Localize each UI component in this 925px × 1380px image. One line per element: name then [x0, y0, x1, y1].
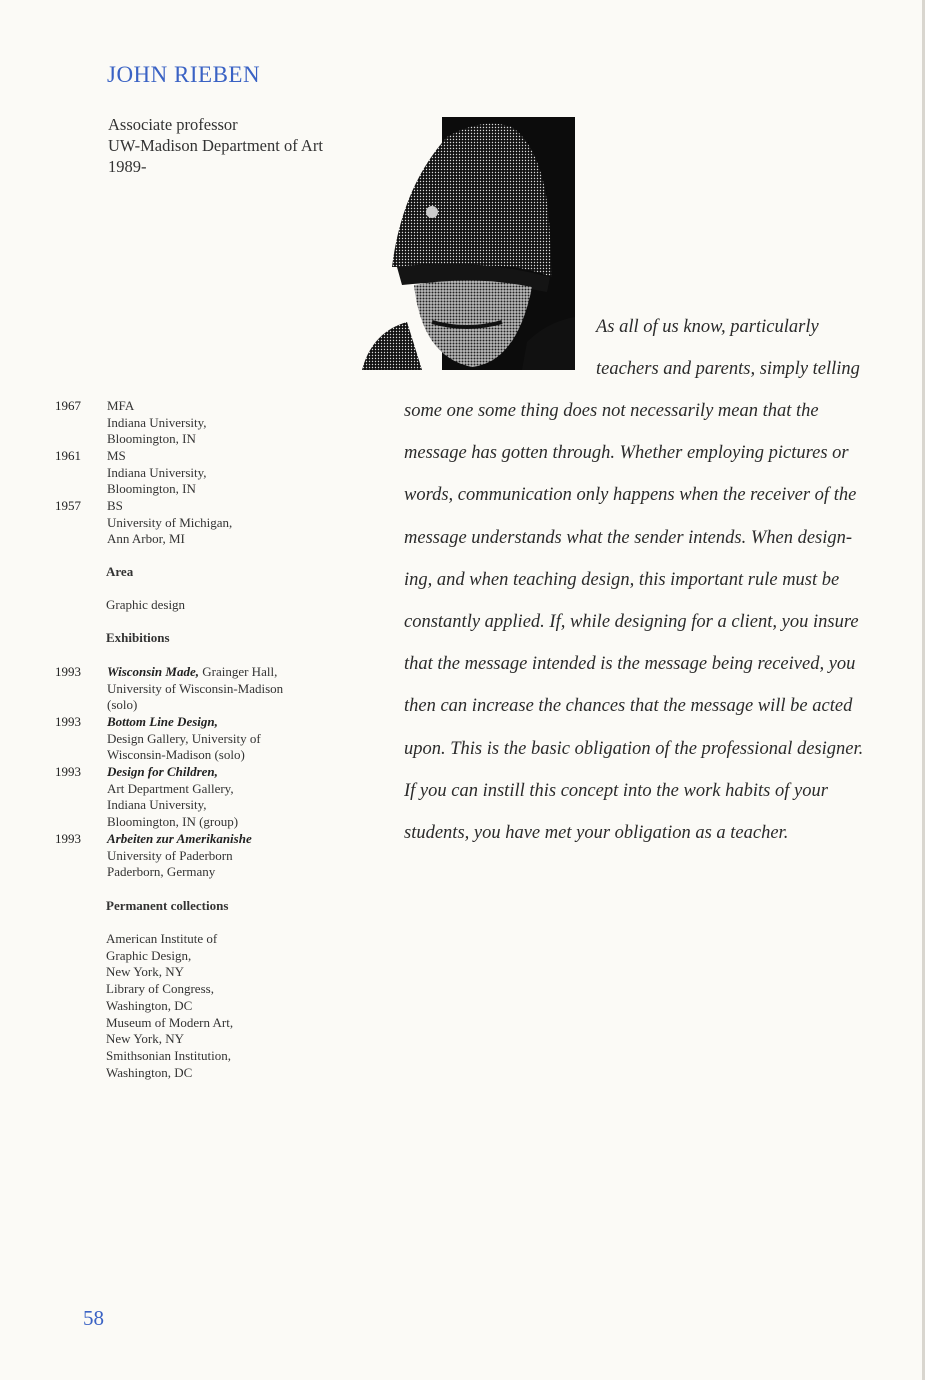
- exhibition-year: 1993: [55, 714, 81, 729]
- statement-line: teachers and parents, simply telling: [596, 359, 860, 379]
- exhibition-title: Arbeiten zur Amerikanishe: [107, 831, 252, 846]
- statement-line: that the message intended is the message being received, you: [404, 654, 856, 675]
- exhibition-year: 1993: [55, 664, 81, 679]
- degree-line: University of Michigan,: [107, 514, 233, 530]
- area-heading: Area: [106, 564, 134, 579]
- area-value: Graphic design: [106, 597, 186, 612]
- exhibitions-heading: Exhibitions: [106, 630, 170, 645]
- statement-line: words, communication only happens when the receiver of the: [404, 485, 857, 506]
- exhibition-line: Bloomington, IN (group): [107, 814, 239, 830]
- statement-line: then can increase the chances that the message will be acted: [404, 696, 853, 717]
- statement-line: some one some thing does not necessarily mean that the: [404, 401, 819, 421]
- degree-entry: [55, 398, 232, 448]
- degree-line: MFA: [107, 398, 135, 413]
- portrait-photo: [362, 117, 575, 370]
- exhibition-line: Paderborn, Germany: [107, 864, 216, 880]
- affiliation: [108, 114, 323, 177]
- exhibition-line: Indiana University,: [107, 797, 207, 813]
- exhibition-title: Bottom Line Design,: [107, 714, 218, 729]
- statement-line: upon. This is the basic obligation of the professional designer.: [404, 738, 864, 759]
- exhibition-line: University of Paderborn: [107, 847, 233, 863]
- degree-year: 1957: [55, 498, 81, 513]
- exhibition-entry: [55, 714, 283, 764]
- exhibition-year: 1993: [55, 764, 81, 779]
- collection-line: American Institute of: [106, 931, 218, 946]
- collection-line: Washington, DC: [106, 997, 193, 1013]
- page-title: JOHN RIEBEN: [107, 62, 261, 87]
- collection-line: Smithsonian Institution,: [106, 1047, 231, 1063]
- exhibition-entry: [55, 764, 283, 831]
- statement-body: [404, 390, 904, 854]
- statement-lead: [596, 306, 896, 390]
- affiliation-line: Associate professor: [108, 115, 238, 134]
- collection-line: Graphic Design,: [106, 947, 192, 963]
- statement-line: constantly applied. If, while designing for a client, you insure: [404, 612, 859, 633]
- affiliation-line: 1989-: [108, 157, 147, 176]
- exhibition-title: Wisconsin Made,: [107, 664, 199, 679]
- degree-line: BS: [107, 498, 123, 513]
- degree-line: Ann Arbor, MI: [107, 531, 185, 547]
- exhibition-line: (solo): [107, 697, 138, 713]
- exhibitions-list: [55, 664, 284, 881]
- degree-line: Bloomington, IN: [107, 481, 196, 497]
- exhibition-line: Design Gallery, University of: [107, 730, 261, 746]
- degrees-list: [55, 398, 233, 548]
- statement-line: students, you have met your obligation as a teacher.: [404, 823, 789, 844]
- degree-line: Bloomington, IN: [107, 431, 196, 447]
- degree-entry: [55, 448, 232, 498]
- collection-line: New York, NY: [106, 964, 185, 980]
- exhibition-entry: [55, 664, 284, 714]
- exhibition-year: 1993: [55, 831, 81, 846]
- collection-line: Washington, DC: [106, 1064, 193, 1080]
- exhibition-venue: Grainger Hall,: [198, 664, 278, 679]
- exhibition-entry: [55, 831, 283, 881]
- page-number: 58: [83, 1306, 104, 1330]
- exhibition-line: Art Department Gallery,: [107, 780, 234, 796]
- statement-line: As all of us know, particularly: [596, 317, 819, 337]
- degree-line: MS: [107, 448, 126, 463]
- statement-line: ing, and when teaching design, this important rule must be: [404, 569, 840, 590]
- collections-list: [106, 931, 233, 1081]
- collection-line: Library of Congress,: [106, 981, 214, 997]
- affiliation-line: UW-Madison Department of Art: [108, 136, 323, 155]
- exhibition-line: University of Wisconsin-Madison: [107, 680, 284, 696]
- statement-line: message has gotten through. Whether employing pictures or: [404, 443, 849, 464]
- degree-entry: [55, 498, 233, 548]
- degree-line: Indiana University,: [107, 464, 207, 480]
- collection-line: New York, NY: [106, 1031, 185, 1047]
- degree-year: 1961: [55, 448, 81, 463]
- statement-line: message understands what the sender intends. When design-: [404, 527, 853, 548]
- exhibition-title: Design for Children,: [107, 764, 218, 779]
- degree-line: Indiana University,: [107, 414, 207, 430]
- statement-line: If you can instill this concept into the work habits of your: [404, 780, 828, 801]
- degree-year: 1967: [55, 398, 81, 413]
- exhibition-line: Wisconsin-Madison (solo): [107, 747, 245, 763]
- collections-heading: Permanent collections: [106, 898, 229, 913]
- collection-line: Museum of Modern Art,: [106, 1014, 234, 1030]
